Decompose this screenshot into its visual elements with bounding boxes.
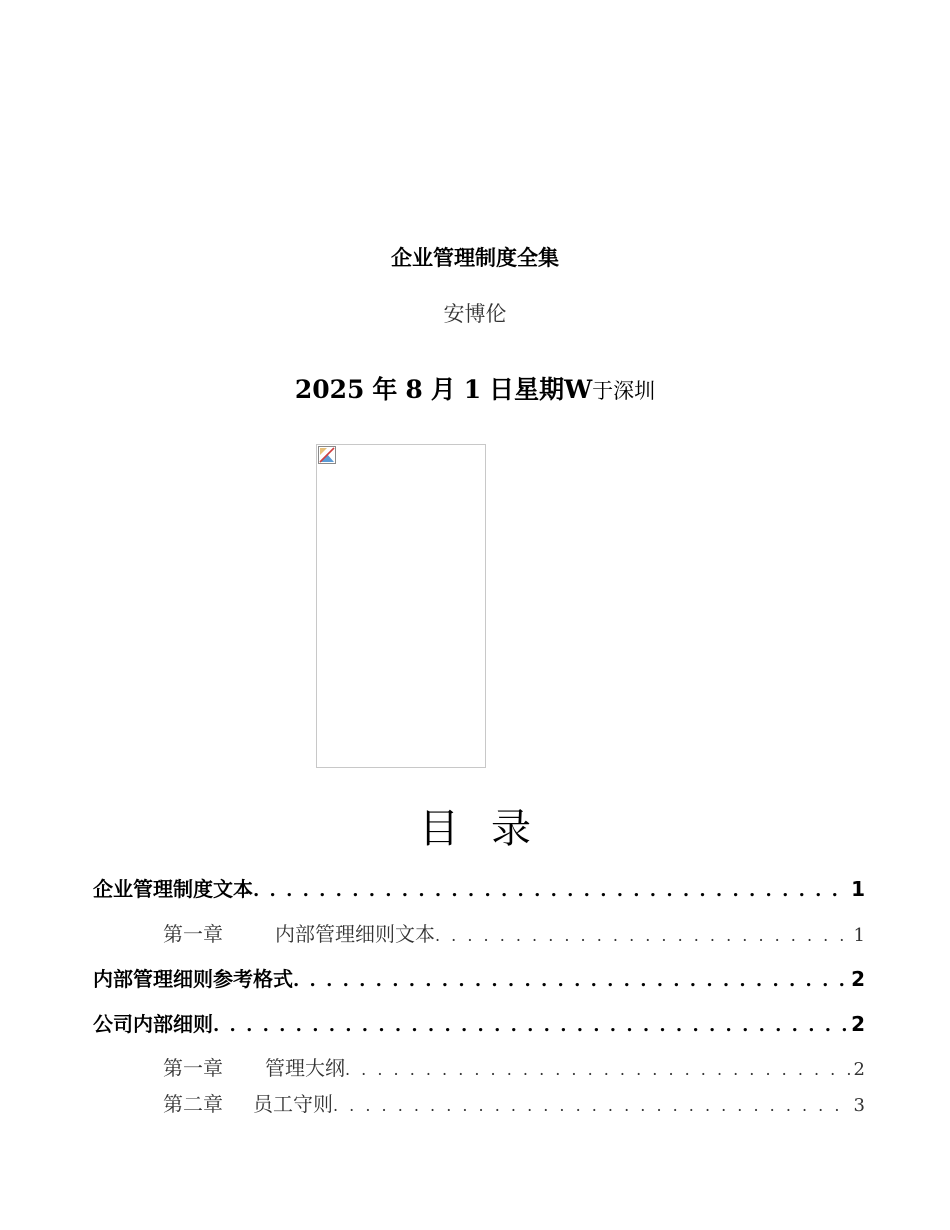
toc-leader-dots: [253, 880, 849, 901]
date-month: 8: [405, 375, 423, 404]
toc-entry-title: 内部管理细则文本: [275, 922, 435, 946]
toc-entry-label: 公司内部细则: [93, 1012, 213, 1036]
toc-entry[interactable]: [93, 873, 865, 902]
date-year-unit: 年: [372, 375, 398, 404]
toc-entry-label: [163, 1052, 345, 1081]
date-day: 1: [463, 375, 482, 404]
toc-entry-chapter: 第一章: [163, 922, 223, 946]
date-day-unit: 日: [489, 375, 515, 404]
toc-entry-page: 1: [851, 877, 865, 901]
toc-entry[interactable]: [163, 1088, 865, 1117]
toc-heading: 目录: [419, 806, 563, 852]
toc-entry-page: 2: [853, 1059, 865, 1080]
document-date: [0, 370, 950, 406]
toc-entry-label: 内部管理细则参考格式: [93, 967, 293, 991]
toc-entry-title: 管理大纲: [265, 1056, 345, 1080]
toc-entry-title: 员工守则: [253, 1092, 333, 1116]
toc-leader-dots: [293, 970, 849, 991]
cover-image-placeholder: [316, 444, 486, 768]
toc-leader-dots: [213, 1015, 849, 1036]
toc-entry-chapter: 第一章: [163, 1056, 223, 1080]
toc-entry-page: 2: [851, 967, 865, 991]
date-place: 于深圳: [592, 379, 656, 403]
toc-entry-page: 1: [853, 925, 865, 946]
toc-entry-label: [163, 1088, 333, 1117]
toc-entry[interactable]: [163, 918, 865, 947]
toc-entry[interactable]: [163, 1052, 865, 1081]
toc-leader-dots: [333, 1096, 852, 1115]
toc-leader-dots: [345, 1060, 852, 1079]
document-author: 安博伦: [443, 302, 507, 326]
toc-entry[interactable]: [93, 963, 865, 992]
toc-entry-chapter: 第二章: [163, 1092, 223, 1116]
toc-entry-label: [163, 918, 435, 947]
toc-entry-page: 2: [851, 1012, 865, 1036]
date-weekday: 星期W: [514, 375, 593, 404]
toc-entry[interactable]: [93, 1008, 865, 1037]
toc-entry-page: 3: [853, 1095, 865, 1116]
document-title: 企业管理制度全集: [391, 246, 559, 270]
date-month-unit: 月: [430, 375, 456, 404]
toc-leader-dots: [435, 926, 852, 945]
date-year: 2025: [294, 375, 365, 404]
toc-entry-label: 企业管理制度文本: [93, 877, 253, 901]
broken-image-icon: [318, 446, 336, 464]
